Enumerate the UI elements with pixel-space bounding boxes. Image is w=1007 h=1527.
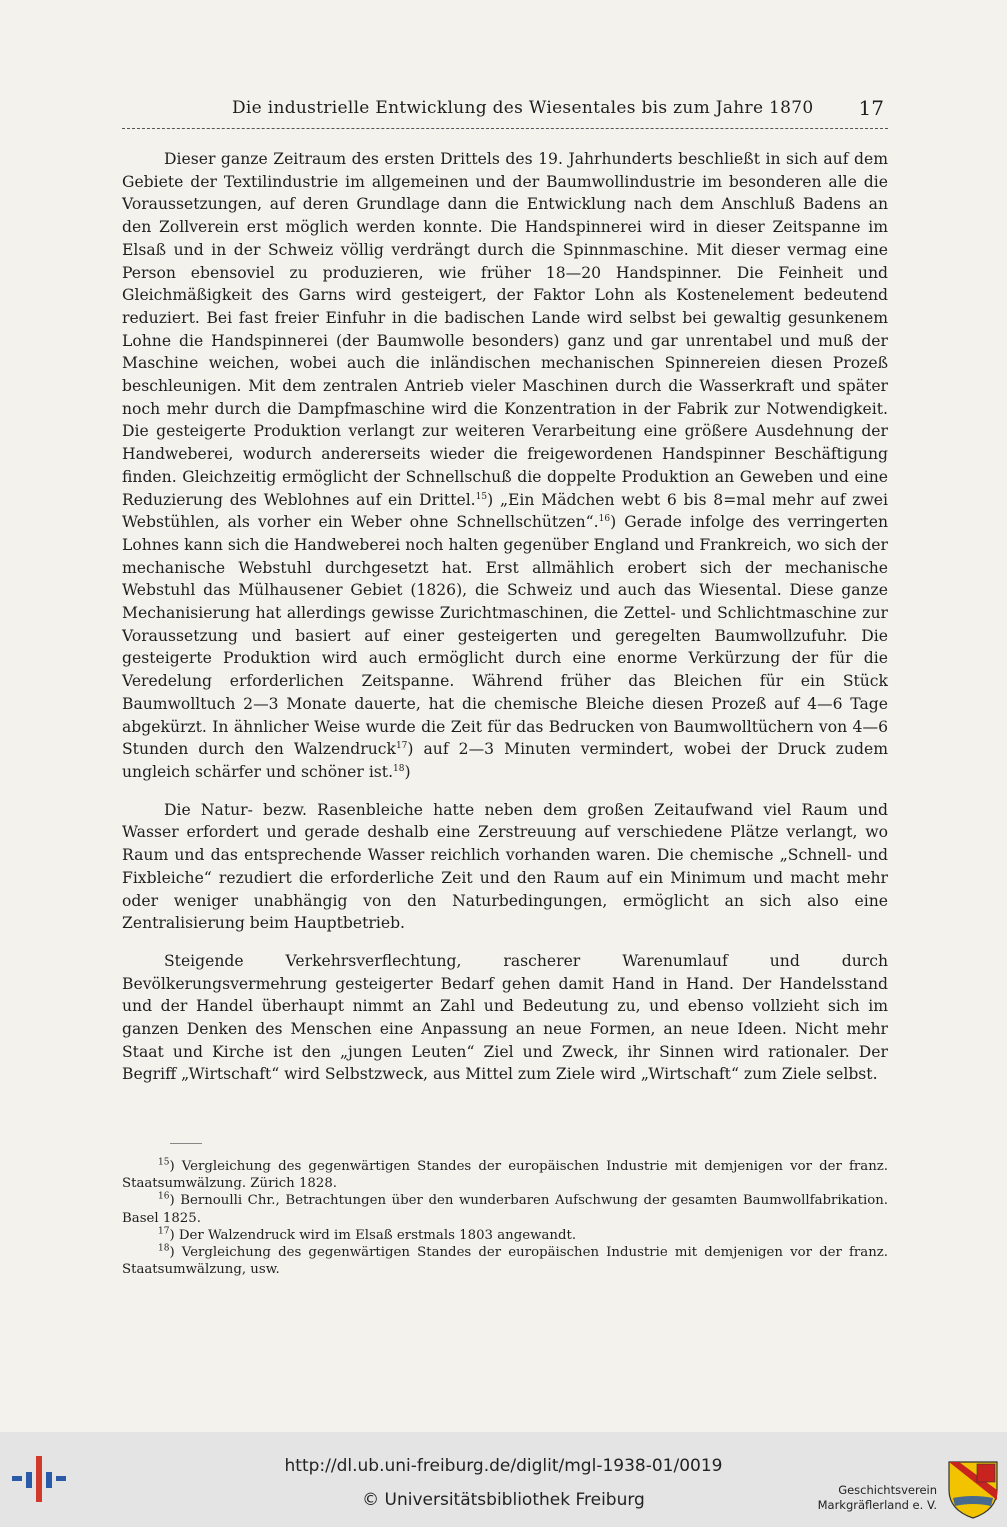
running-head bbox=[122, 96, 888, 129]
footer-bar bbox=[0, 1432, 1007, 1527]
paragraph: Dieser ganze Zeitraum des ersten Drittels des 19. Jahrhunderts beschließt in sich auf dem Gebiete der Textilindustrie im allgemeinen und der Baumwollindustrie im besonderen alle die Voraussetzungen, auf deren Grundlage dann die Entwicklung nach dem Anschluß Badens an den Zollverein erst möglich werden konnte. Die Handspinnerei wird in dieser Zeitspanne im Elsaß und in der Schweiz völlig verdrängt durch die Spinnmaschine. Mit dieser vermag eine Person ebensoviel zu produzieren, wie früher 18—20 Handspinner. Die Feinheit und Gleichmäßigkeit des Garns wird gesteigert, der Faktor Lohn als Kostenelement bedeutend reduziert. Bei fast freier Einfuhr in die badischen Lande wird selbst bei gewaltig gesunkenem Lohne die Handspinnerei (der Baumwolle besonders) ganz und gar unrentabel und muß der Maschine weichen, wobei auch die inländischen mechanischen Spinnereien diesen Prozeß beschleunigen. Mit dem zentralen Antrieb vieler Maschinen durch die Wasserkraft und später noch mehr durch die Dampfmaschine wird die Konzentration in der Fabrik zur Notwendigkeit. Die gesteigerte Produktion verlangt zur weiteren Verarbeitung eine größere Ausdehnung der Handweberei, wodurch andererseits wieder die freigewordenen Handspinner Beschäftigung finden. Gleichzeitig ermöglicht der Schnellschuß die doppelte Produktion an Geweben und eine Reduzierung des Weblohnes auf ein Drittel.$^{15}$) „Ein Mädchen webt 6 bis 8=mal mehr auf zwei Webstühlen, als vorher ein Weber ohne Schnellschützen“.$^{16}$) Gerade infolge des verringerten Lohnes kann sich die Handweberei noch halten gegenüber England und Frankreich, wo sich der mechanische Webstuhl durchgesetzt hat. Erst allmählich erobert sich der mechanische Webstuhl das Mülhausener Gebiet (1826), die Schweiz und auch das Wiesental. Diese ganze Mechanisierung hat allerdings gewisse Zurichtmaschinen, die Zettel- und Schlichtmaschine zur Voraussetzung und basiert auf einer gesteigerten und geregelten Baumwollzufuhr. Die gesteigerte Produktion wird auch ermöglicht durch eine enorme Verkürzung der für die Veredelung erforderlichen Zeitspanne. Während früher das Bleichen für ein Stück Baumwolltuch 2—3 Monate dauerte, hat die chemische Bleiche diesen Prozeß auf 4—6 Tage abgekürzt. In ähnlicher Weise wurde die Zeit für das Bedrucken von Baumwolltüchern von 4—6 Stunden durch den Walzendruck$^{17}$) auf 2—3 Minuten vermindert, wobei der Druck zudem ungleich schärfer und schöner ist.$^{18}$) bbox=[122, 150, 889, 781]
footnote: $^{17}$) Der Walzendruck wird im Elsaß erstmals 1803 angewandt. bbox=[158, 1226, 577, 1243]
footnote: $^{15}$) Vergleichung des gegenwärtigen Standes der europäischen Industrie mit demjenigen vor der franz. Staatsumwälzung. Zürich 1828. bbox=[122, 1157, 889, 1192]
footnote-ref: 16 bbox=[598, 514, 611, 525]
footnote-ref: 15 bbox=[475, 491, 488, 502]
coat-of-arms-icon bbox=[947, 1460, 999, 1520]
footnotes bbox=[122, 1158, 888, 1278]
footnote: $^{18}$) Vergleichung des gegenwärtigen Standes der europäischen Industrie mit demjenigen vor der franz. Staatsumwälzung, usw. bbox=[122, 1243, 889, 1278]
paragraph: Steigende Verkehrsverflechtung, rascherer Warenumlauf und durch Bevölkerungsvermehrung gesteigerter Bedarf gehen damit Hand in Hand. Der Handelsstand und der Handel überhaupt nimmt an Zahl und Bedeutung zu, und ebenso vollzieht sich im ganzen Denken des Menschen eine Anpassung an neue Formen, an neue Ideen. Nicht mehr Staat und Kirche ist den „jungen Leuten“ Ziel und Zweck, ihr Sinnen wird rationaler. Der Begriff „Wirtschaft“ wird Selbstzweck, aus Mittel zum Ziele wird „Wirtschaft“ zum Ziele selbst. bbox=[122, 951, 888, 1084]
footnote-ref: 17 bbox=[395, 741, 408, 752]
page-number: 17 bbox=[858, 96, 884, 120]
society-name: Geschichtsverein Markgräflerland e. V. bbox=[817, 1483, 937, 1512]
running-head-title: Die industrielle Entwicklung des Wiesentales bis zum Jahre 1870 bbox=[232, 98, 814, 118]
source-url-link[interactable]: http://dl.ub.uni-freiburg.de/diglit/mgl-1938-01/0019 bbox=[284, 1456, 723, 1476]
footnote-separator bbox=[170, 1143, 202, 1144]
footnote: $^{16}$) Bernoulli Chr., Betrachtungen über den wunderbaren Aufschwung der gesamten Baumwollfabrikation. Basel 1825. bbox=[122, 1191, 888, 1226]
copyright-notice: © Universitätsbibliothek Freiburg bbox=[362, 1490, 645, 1510]
footnote-ref: 18 bbox=[393, 763, 405, 774]
body-text bbox=[122, 148, 888, 1101]
paragraph: Die Natur- bezw. Rasenbleiche hatte neben dem großen Zeitaufwand viel Raum und Wasser erfordert und gerade deshalb eine Zerstreuung auf verschiedene Plätze verlangt, wo Raum und das entsprechende Wasser reichlich vorhanden waren. Die chemische „Schnell- und Fixbleiche“ rezudiert die erforderliche Zeit und den Raum auf ein Minimum und macht mehr oder weniger unabhängig von den Naturbedingungen, ermöglicht an sich also eine Zentralisierung beim Hauptbetrieb. bbox=[122, 800, 888, 933]
